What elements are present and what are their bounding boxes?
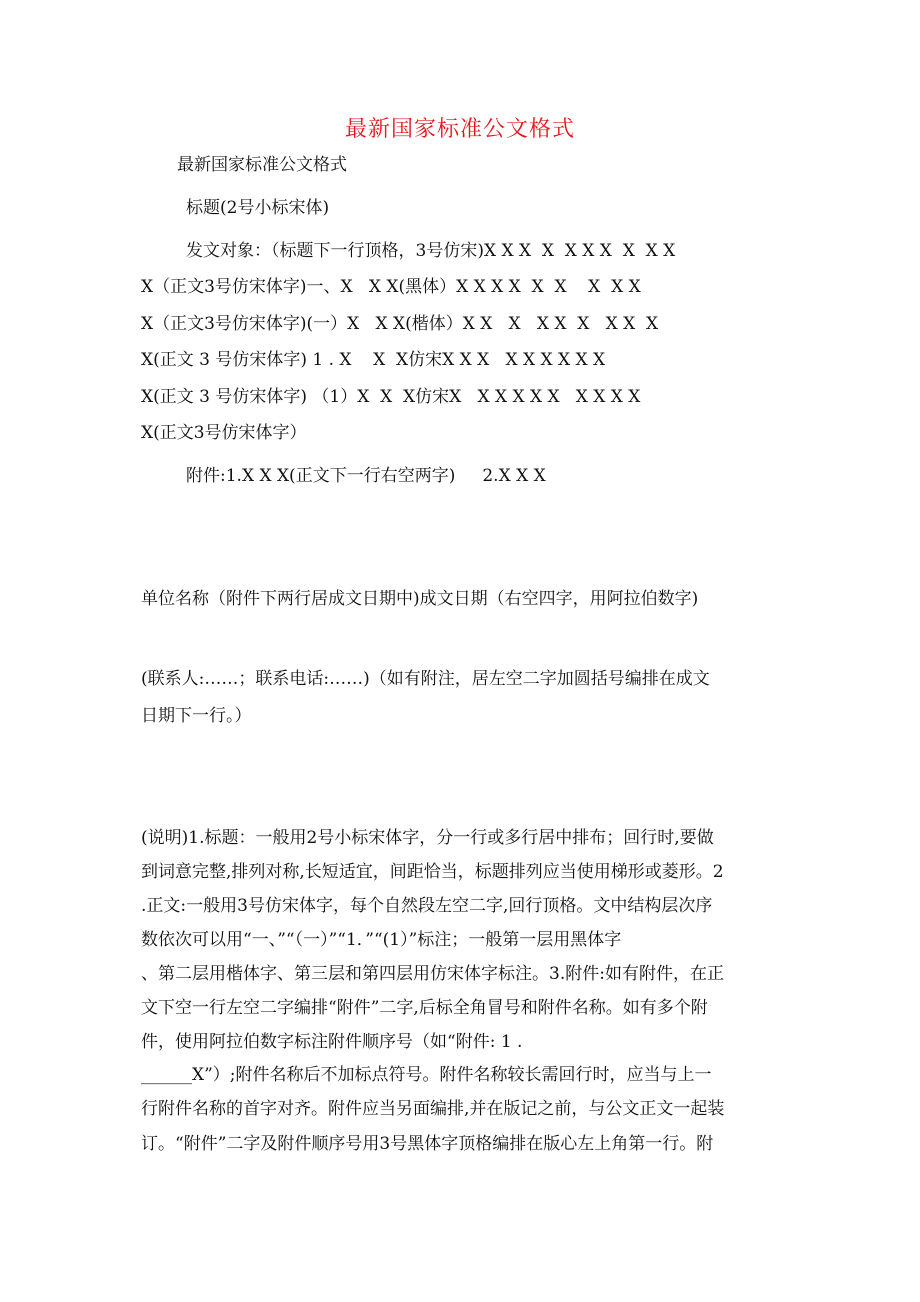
note-line: 行附件名称的首字对齐。附件应当另面编排,并在版记之前，与公文正文一起装 bbox=[141, 1099, 725, 1119]
subtitle: 最新国家标准公文格式 bbox=[177, 155, 347, 175]
note-line: .正文:一般用3号仿宋体字，每个自然段左空二字,回行顶格。文中结构层次序 bbox=[141, 896, 713, 916]
body-end-line: X(正文3号仿宋体字） bbox=[141, 423, 307, 443]
contact-line-2: 日期下一行。） bbox=[141, 706, 252, 726]
note-line: 、第二层用楷体字、第三层和第四层用仿宋体字标注。3.附件:如有附件，在正 bbox=[141, 964, 724, 984]
recipient-line: 发文对象：（标题下一行顶格，3号仿宋)X X X X X X X X X X bbox=[186, 241, 676, 261]
attachment-line: 附件:1.X X X(正文下一行右空两字) 2.X X X bbox=[186, 466, 546, 486]
body-level2-line: X（正文3号仿宋体字)(一）X X X(楷体）X X X X X X X X X bbox=[141, 314, 659, 334]
body-level3-line: X(正文 3 号仿宋体字) 1 . X X X仿宋X X X X X X X X X bbox=[141, 350, 606, 370]
note-line: 到词意完整,排列对称,长短适宜，间距恰当，标题排列应当使用梯形或菱形。2 bbox=[141, 862, 724, 882]
issuer-date-line: 单位名称（附件下两行居成文日期中)成文日期（右空四字，用阿拉伯数字) bbox=[141, 589, 699, 609]
body-level1-line: X（正文3号仿宋体字)一、X X X(黑体）X X X X X X X X X bbox=[141, 277, 641, 297]
contact-line-1: (联系人:……；联系电话:……)（如有附注，居左空二字加圆括号编排在成文 bbox=[141, 669, 710, 689]
note-line: 订。“附件”二字及附件顺序号用3号黑体字顶格编排在版心左上角第一行。附 bbox=[141, 1134, 714, 1154]
note-line: (说明)1.标题：一般用2号小标宋体字，分一行或多行居中排布；回行时,要做 bbox=[141, 828, 714, 848]
note-line: ______X”）;附件名称后不加标点符号。附件名称较长需回行时，应当与上一 bbox=[141, 1065, 712, 1085]
note-line: 文下空一行左空二字编排“附件”二字,后标全角冒号和附件名称。如有多个附 bbox=[141, 998, 708, 1018]
document-title: 最新国家标准公文格式 bbox=[344, 117, 575, 142]
title-spec-line: 标题(2号小标宋体) bbox=[186, 198, 330, 218]
note-line: 件，使用阿拉伯数字标注附件顺序号（如“附件: 1 . bbox=[141, 1032, 523, 1052]
note-line: 数依次可以用“一、”“（一）”“1．”“(1）”标注；一般第一层用黑体字 bbox=[141, 930, 622, 950]
body-level4-line: X(正文 3 号仿宋体字) （1）X X X仿宋X X X X X X X X X X bbox=[141, 387, 641, 407]
